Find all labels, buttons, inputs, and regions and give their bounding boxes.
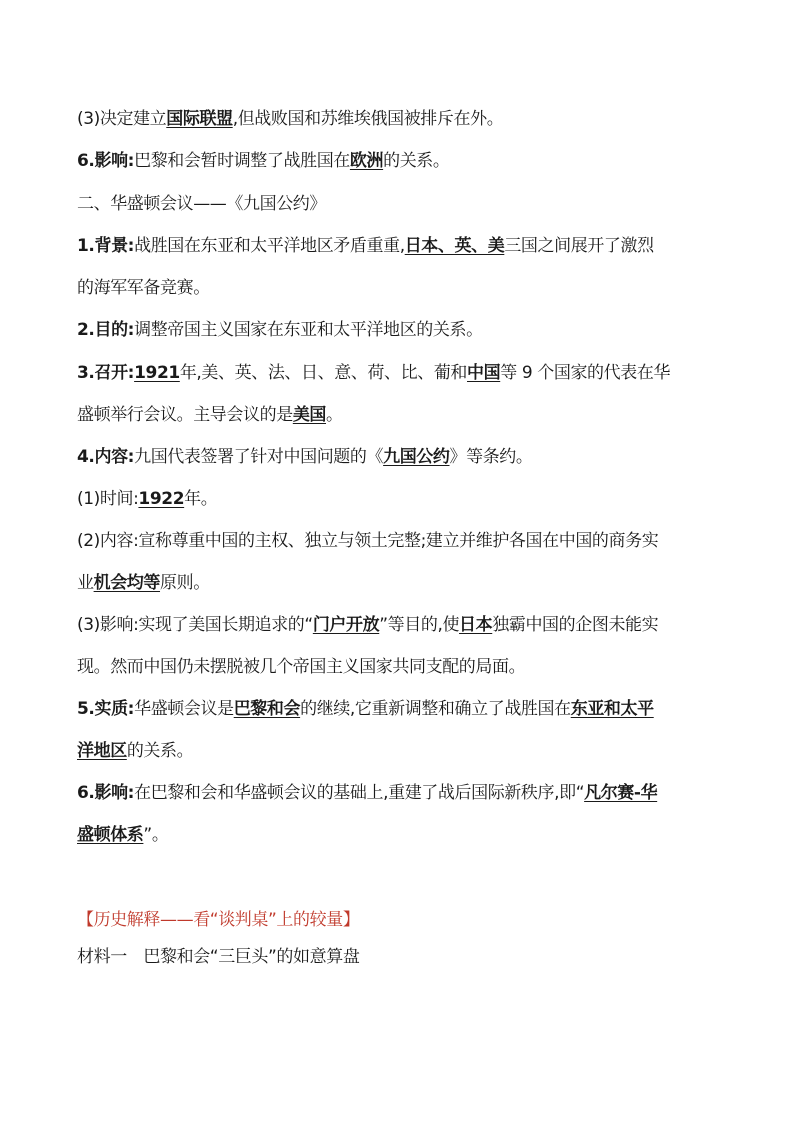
text-line-6 [77,315,483,340]
text-run: 在巴黎和会和华盛顿会议的基础上,重建了战后国际新秩序,即“ [134,783,585,803]
text-run: ,但战败国和苏维埃俄国被排斥在外。 [232,109,504,129]
text-run: 九国代表签署了针对中国问题的《 [134,447,384,467]
key-term: 机会均等 [93,573,161,593]
text-line-4 [77,231,654,256]
text-run: 原则。 [160,573,210,593]
text-run: 华盛顿会议是 [134,699,234,719]
text-run: 等 9 个国家的代表在华 [500,363,671,383]
text-run: 调整帝国主义国家在东亚和太平洋地区的关系。 [134,320,483,340]
key-term: 日本、英、美 [404,236,505,256]
item-label: 6.影响: [77,783,135,803]
text-line-11 [77,526,658,551]
key-term: 国际联盟 [166,109,233,129]
text-run: 。 [326,405,343,425]
text-run: 年,美、英、法、日、意、荷、比、葡和 [179,363,468,383]
item-label: 2.目的: [77,320,135,340]
text-run: (2)内容:宣称尊重中国的主权、独立与领土完整;建立并维护各国在中国的商务实 [77,531,659,551]
key-term: 巴黎和会 [233,699,301,719]
key-term: 门户开放 [312,615,380,635]
text-run: 年。 [184,489,218,509]
text-line-2 [77,146,450,171]
text-run: 二、华盛顿会议——《九国公约》 [77,194,326,214]
text-run: ”。 [143,825,169,845]
text-run: 的继续,它重新调整和确立了战胜国在 [300,699,571,719]
text-run: ”等目的,使 [379,615,460,635]
text-run: 【历史解释——看“谈判桌”上的较量】 [77,910,360,930]
text-run: 业 [77,573,94,593]
material-one-caption [77,942,359,967]
text-line-13 [77,610,658,635]
text-run: 》等条约。 [449,447,533,467]
text-line-12 [77,568,210,593]
text-run: 三国之间展开了激烈 [504,236,654,256]
text-line-10 [77,484,217,509]
item-label: 1.背景: [77,236,135,256]
text-run: 巴黎和会暂时调整了战胜国在 [134,151,350,171]
text-run: (3)影响:实现了美国长期追求的“ [77,615,313,635]
key-term: 凡尔赛-华 [584,783,658,803]
key-term: 1921 [134,363,180,383]
key-term: 中国 [467,363,501,383]
text-line-8 [77,400,343,425]
text-line-5 [77,273,210,298]
history-explanation-heading [77,905,359,930]
key-term: 盛顿体系 [77,825,144,845]
text-run: 的关系。 [383,151,450,171]
text-line-15 [77,694,654,719]
text-run: (3)决定建立 [77,109,167,129]
key-term: 九国公约 [383,447,450,467]
text-run: 盛顿举行会议。主导会议的是 [77,405,293,425]
text-run: 现。然而中国仍未摆脱被几个帝国主义国家共同支配的局面。 [77,657,526,677]
section-heading [77,189,326,214]
text-run: 的关系。 [126,741,194,761]
key-term: 洋地区 [77,741,127,761]
key-term: 美国 [292,405,327,425]
text-run: (1)时间: [77,489,139,509]
text-line-7 [77,358,670,383]
key-term: 欧洲 [349,151,384,171]
item-label: 5.实质: [77,699,135,719]
text-line-18 [77,820,168,845]
text-line-9 [77,442,533,467]
item-label: 4.内容: [77,447,135,467]
text-line-14 [77,652,525,677]
key-term: 1922 [138,489,185,509]
item-label: 3.召开: [77,363,135,383]
item-label: 6.影响: [77,151,135,171]
key-term: 日本 [459,615,493,635]
key-term: 东亚和太平 [570,699,654,719]
text-run: 独霸中国的企图未能实 [492,615,659,635]
text-run: 战胜国在东亚和太平洋地区矛盾重重, [134,236,405,256]
text-line-16 [77,736,193,761]
text-run: 的海军军备竞赛。 [77,278,210,298]
text-line-17 [77,778,657,803]
text-run: 材料一 巴黎和会“三巨头”的如意算盘 [77,947,360,967]
text-line-1 [77,104,503,129]
